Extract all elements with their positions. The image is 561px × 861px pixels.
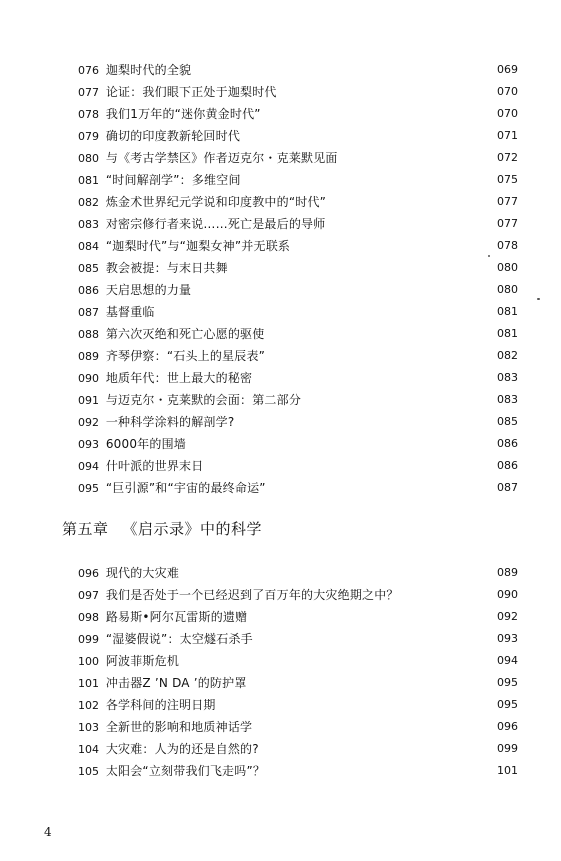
chapter-label: 第五章 xyxy=(62,520,109,538)
entry-page: 069 xyxy=(497,63,518,76)
entry-number: 090 xyxy=(78,372,99,385)
entry-number: 082 xyxy=(78,196,99,209)
entry-number: 104 xyxy=(78,743,99,756)
scan-speck xyxy=(488,255,490,257)
entry-number: 095 xyxy=(78,482,99,495)
entry-title: 我们是否处于一个已经迟到了百万年的大灾绝期之中？ xyxy=(105,588,399,602)
entry-page: 083 xyxy=(497,371,518,384)
entry-number: 099 xyxy=(78,633,99,646)
entry-number: 092 xyxy=(78,416,99,429)
entry-page: 082 xyxy=(497,349,518,362)
entry-number: 076 xyxy=(78,64,99,77)
entry-title: “湿婆假说”：太空燧石杀手 xyxy=(105,632,253,646)
scan-speck xyxy=(537,298,540,300)
entry-title: 基督重临 xyxy=(105,305,155,319)
toc-entry xyxy=(78,738,518,760)
toc-entry xyxy=(78,606,518,628)
entry-number: 093 xyxy=(78,438,99,451)
entry-title: 全新世的影响和地质神话学 xyxy=(105,720,253,734)
entry-page: 086 xyxy=(497,437,518,450)
entry-page: 087 xyxy=(497,481,518,494)
entry-number: 089 xyxy=(78,350,99,363)
chapter-title: 《启示录》中的科学 xyxy=(122,520,263,538)
entry-number: 077 xyxy=(78,86,99,99)
entry-page: 096 xyxy=(497,720,518,733)
toc-entry xyxy=(78,760,518,782)
toc-entry xyxy=(78,279,518,301)
entry-page: 080 xyxy=(497,283,518,296)
entry-title: 什叶派的世界末日 xyxy=(105,459,204,473)
entry-number: 086 xyxy=(78,284,99,297)
entry-page: 094 xyxy=(497,654,518,667)
entry-page: 071 xyxy=(497,129,518,142)
entry-page: 093 xyxy=(497,632,518,645)
entry-title: 齐琴伊察：“石头上的星辰表” xyxy=(105,349,266,363)
toc-entry xyxy=(78,235,518,257)
toc-entry xyxy=(78,323,518,345)
entry-number: 085 xyxy=(78,262,99,275)
entry-number: 081 xyxy=(78,174,99,187)
entry-title: “时间解剖学”：多维空间 xyxy=(105,173,241,187)
entry-number: 084 xyxy=(78,240,99,253)
entry-page: 080 xyxy=(497,261,518,274)
entry-title: “巨引源”和“宇宙的最终命运” xyxy=(105,481,266,495)
entry-title: 6000年的围墙 xyxy=(105,437,186,451)
entry-number: 078 xyxy=(78,108,99,121)
entry-page: 070 xyxy=(497,85,518,98)
entry-title: 与迈克尔・克莱默的会面：第二部分 xyxy=(105,393,302,407)
entry-page: 085 xyxy=(497,415,518,428)
toc-entry xyxy=(78,455,518,477)
entry-title: 第六次灭绝和死亡心愿的驱使 xyxy=(105,327,265,341)
toc-entry xyxy=(78,147,518,169)
entry-page: 077 xyxy=(497,195,518,208)
entry-title: 一种科学涂料的解剖学? xyxy=(105,415,235,429)
entry-title: 确切的印度教新轮回时代 xyxy=(105,129,241,143)
entry-title: 对密宗修行者来说……死亡是最后的导师 xyxy=(105,217,326,231)
page-number: 4 xyxy=(44,825,52,839)
entry-number: 094 xyxy=(78,460,99,473)
entry-number: 097 xyxy=(78,589,99,602)
toc-entry xyxy=(78,584,518,606)
entry-title: 现代的大灾难 xyxy=(105,566,180,580)
entry-title: 与《考古学禁区》作者迈克尔・克莱默见面 xyxy=(105,151,338,165)
entry-title: 大灾难：人为的还是自然的? xyxy=(105,742,259,756)
entry-page: 075 xyxy=(497,173,518,186)
toc-entry xyxy=(78,103,518,125)
entry-title: 路易斯•阿尔瓦雷斯的遗赠 xyxy=(105,610,248,624)
entry-title: 炼金术世界纪元学说和印度教中的“时代” xyxy=(105,195,327,209)
entry-title: 太阳会“立刻带我们飞走吗”？ xyxy=(105,764,266,778)
toc-entry xyxy=(78,367,518,389)
entry-title: 地质年代：世上最大的秘密 xyxy=(105,371,253,385)
entry-number: 100 xyxy=(78,655,99,668)
entry-page: 086 xyxy=(497,459,518,472)
toc-entry xyxy=(78,169,518,191)
entry-number: 096 xyxy=(78,567,99,580)
entry-number: 091 xyxy=(78,394,99,407)
entry-number: 103 xyxy=(78,721,99,734)
entry-title: 迦梨时代的全貌 xyxy=(105,63,192,77)
toc-entry xyxy=(78,411,518,433)
entry-page: 081 xyxy=(497,305,518,318)
entry-number: 083 xyxy=(78,218,99,231)
toc-entry xyxy=(78,301,518,323)
entry-page: 090 xyxy=(497,588,518,601)
entry-title: 阿波菲斯危机 xyxy=(105,654,180,668)
entry-page: 092 xyxy=(497,610,518,623)
toc-entry xyxy=(78,213,518,235)
entry-number: 105 xyxy=(78,765,99,778)
entry-page: 072 xyxy=(497,151,518,164)
toc-entry xyxy=(78,562,518,584)
toc-entry xyxy=(78,672,518,694)
entry-page: 101 xyxy=(497,764,518,777)
toc-entry xyxy=(78,650,518,672)
entry-page: 078 xyxy=(497,239,518,252)
entry-title: 天启思想的力量 xyxy=(105,283,192,297)
entry-page: 077 xyxy=(497,217,518,230)
toc-entry xyxy=(78,389,518,411)
entry-page: 095 xyxy=(497,698,518,711)
entry-page: 083 xyxy=(497,393,518,406)
toc-entry xyxy=(78,694,518,716)
toc-entry xyxy=(78,257,518,279)
toc-entry xyxy=(78,716,518,738)
entry-title: “迦梨时代”与“迦梨女神”并无联系 xyxy=(105,239,291,253)
entry-title: 教会被提：与末日共舞 xyxy=(105,261,228,275)
toc-entry xyxy=(78,81,518,103)
entry-number: 087 xyxy=(78,306,99,319)
toc-entry xyxy=(78,345,518,367)
entry-number: 102 xyxy=(78,699,99,712)
entry-number: 079 xyxy=(78,130,99,143)
entry-page: 095 xyxy=(497,676,518,689)
entry-number: 098 xyxy=(78,611,99,624)
entry-page: 070 xyxy=(497,107,518,120)
toc-entry xyxy=(78,433,518,455)
toc-entry xyxy=(78,477,518,499)
entry-number: 080 xyxy=(78,152,99,165)
chapter-heading xyxy=(62,515,262,543)
toc-entry xyxy=(78,59,518,81)
toc-entry xyxy=(78,628,518,650)
entry-title: 我们1万年的“迷你黄金时代” xyxy=(105,107,261,121)
entry-number: 101 xyxy=(78,677,99,690)
entry-page: 081 xyxy=(497,327,518,340)
entry-page: 089 xyxy=(497,566,518,579)
entry-title: 冲击器Z ’N DA ’的防护罩 xyxy=(105,676,247,690)
entry-title: 各学科间的注明日期 xyxy=(105,698,216,712)
entry-number: 088 xyxy=(78,328,99,341)
entry-title: 论证：我们眼下正处于迦梨时代 xyxy=(105,85,277,99)
toc-entry xyxy=(78,191,518,213)
toc-entry xyxy=(78,125,518,147)
entry-page: 099 xyxy=(497,742,518,755)
